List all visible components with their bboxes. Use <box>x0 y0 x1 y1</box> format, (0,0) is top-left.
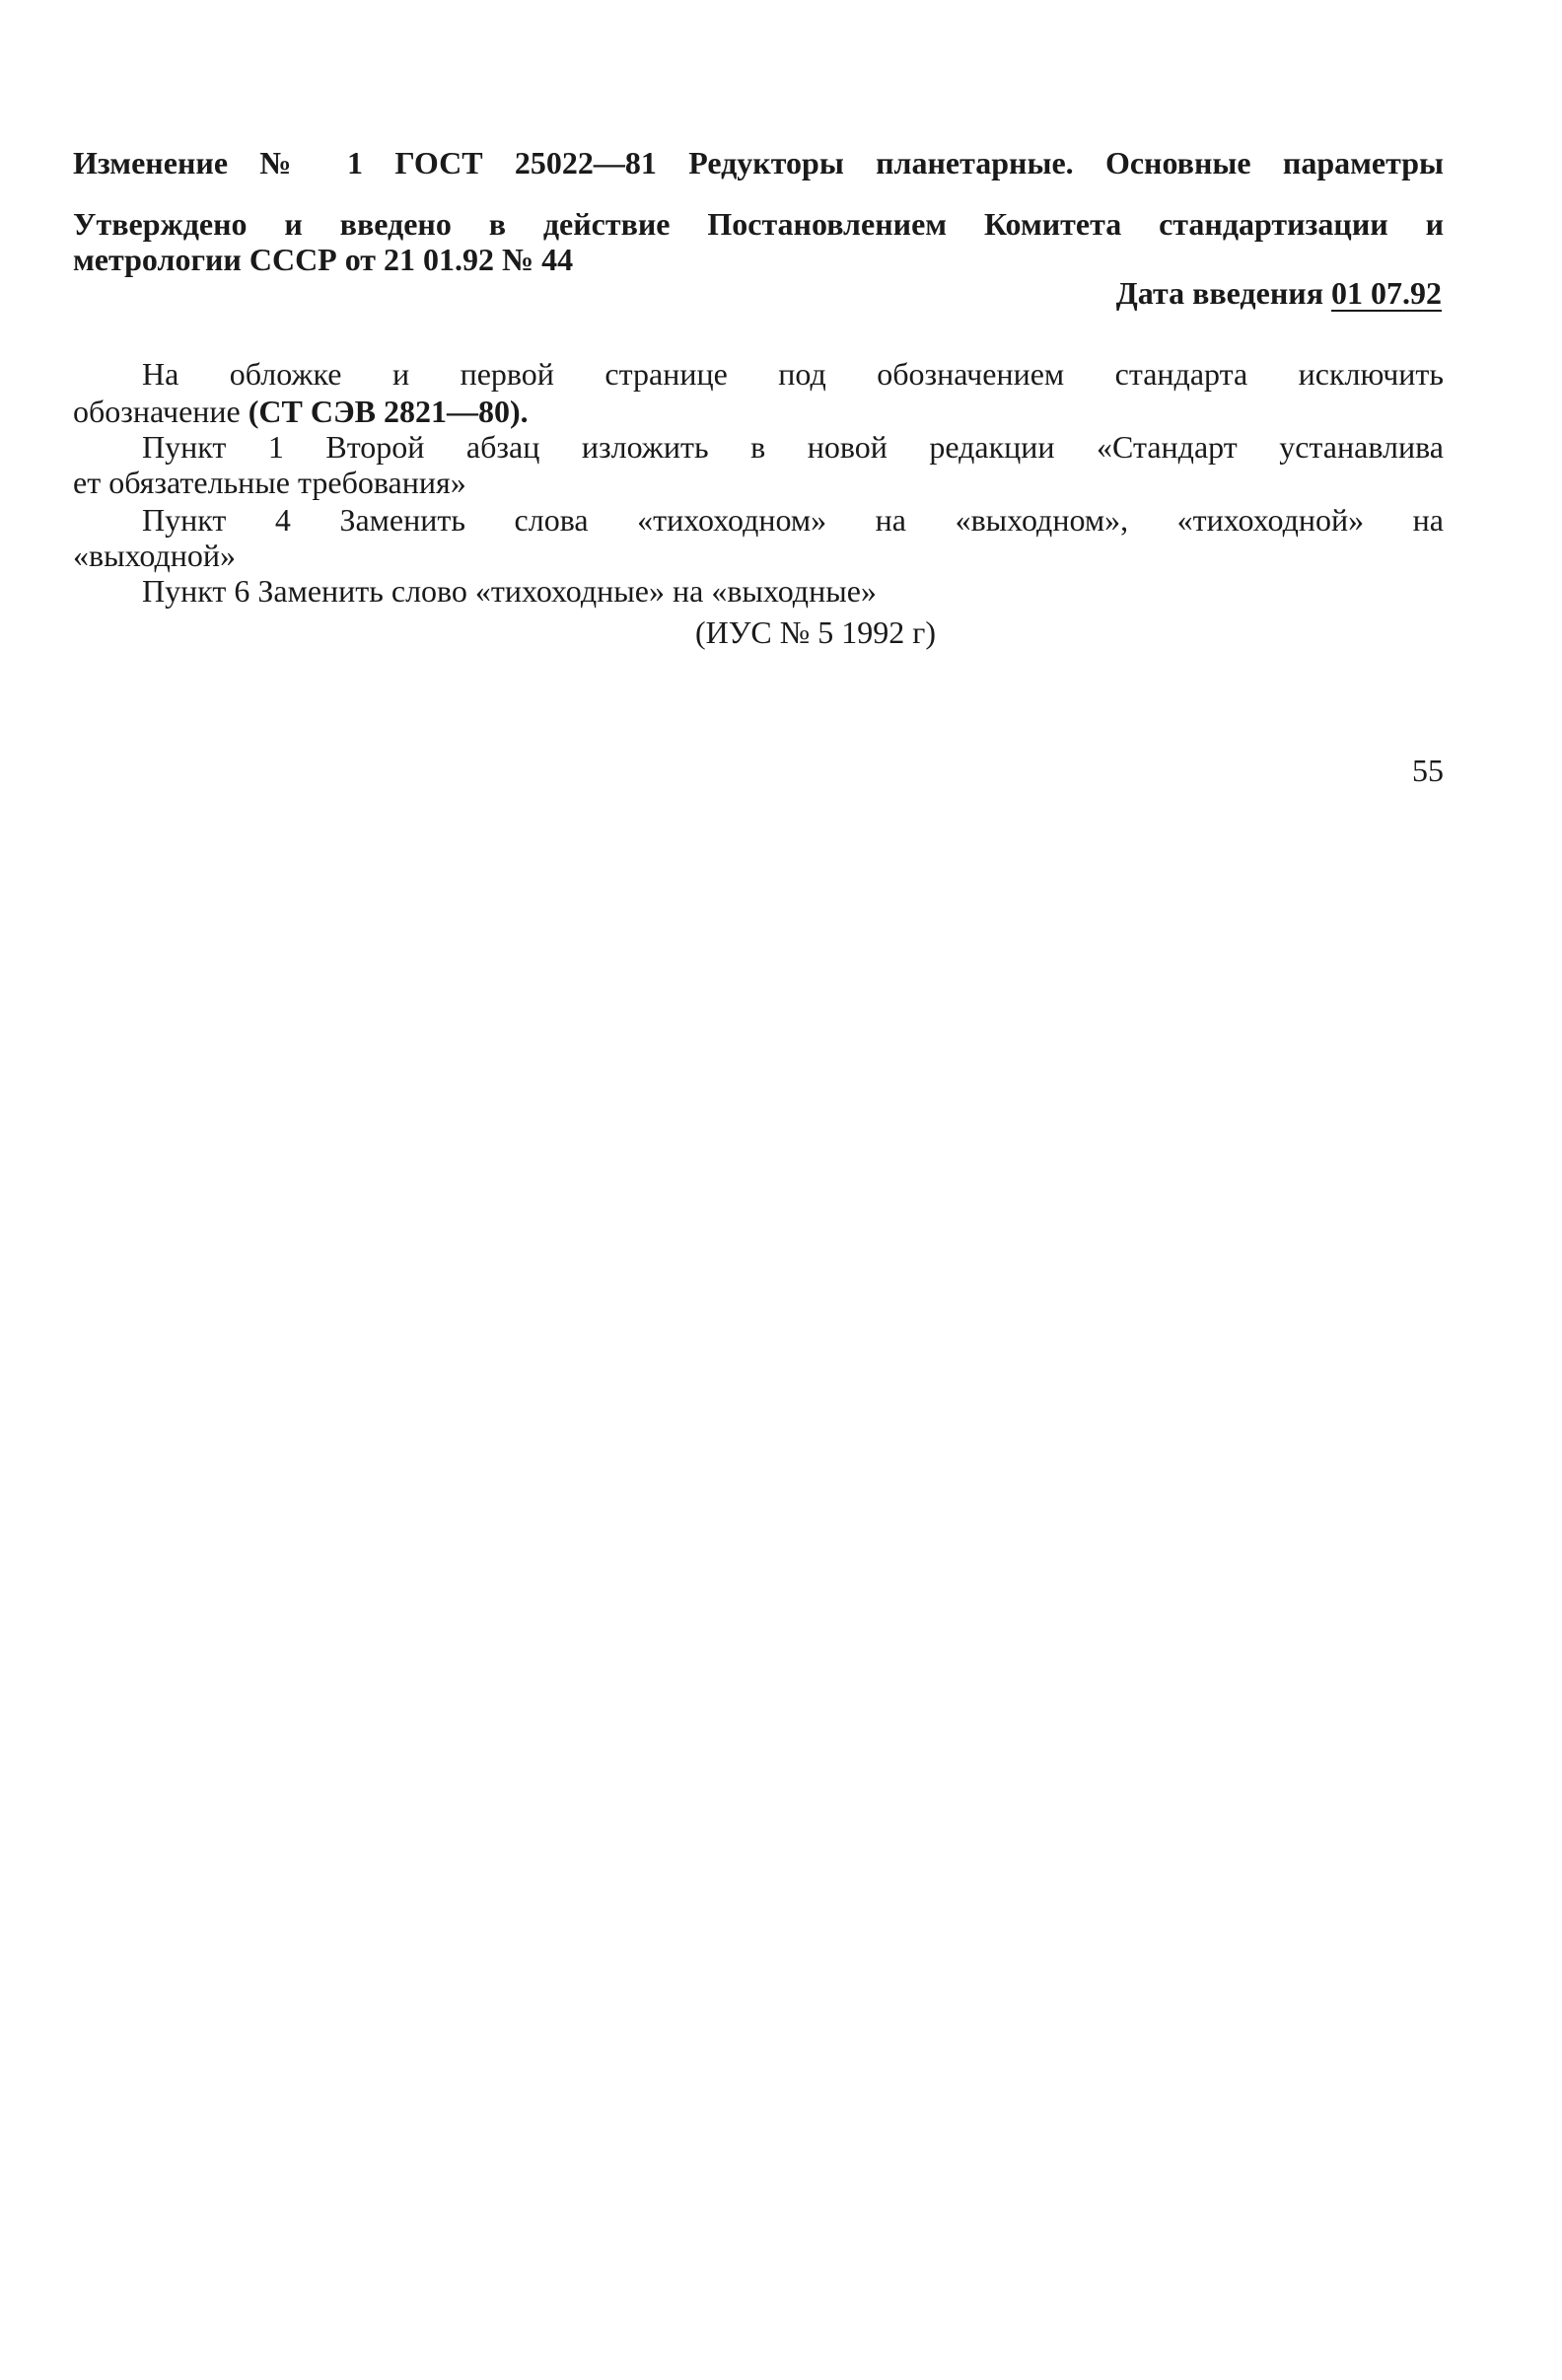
effective-date-value: 01 07.92 <box>1331 275 1442 311</box>
approval-line-1: Утверждено и введено в действие Постановлением Комитета стандартизации и <box>73 206 1444 242</box>
paragraph-1-line-2 <box>73 393 1444 430</box>
paragraph-3-line-1: Пункт 4 Заменить слова «тихоходном» на «выходном», «тихоходной» на <box>142 502 1444 538</box>
amendment-title: Изменение № 1 ГОСТ 25022—81 Редукторы планетарные. Основные параметры <box>73 145 1444 180</box>
effective-date <box>1116 274 1442 312</box>
page-number: 55 <box>1412 753 1444 788</box>
paragraph-1-prefix: обозначение <box>73 394 241 429</box>
paragraph-4-line-1: Пункт 6 Заменить слово «тихоходные» на «выходные» <box>142 573 877 609</box>
approval-line-2: метрологии СССР от 21 01.92 № 44 <box>73 242 574 277</box>
source-reference: (ИУС № 5 1992 г) <box>694 614 937 650</box>
paragraph-2-line-1: Пункт 1 Второй абзац изложить в новой редакции «Стандарт устанавлива <box>142 429 1444 465</box>
effective-date-label: Дата введения <box>1115 275 1323 311</box>
paragraph-1-line-1: На обложке и первой странице под обозначением стандарта исключить <box>142 356 1444 392</box>
standard-code: (СТ СЭВ 2821—80). <box>248 394 529 429</box>
paragraph-2-line-2: ет обязательные требования» <box>73 465 466 500</box>
paragraph-3-line-2: «выходной» <box>73 538 236 573</box>
